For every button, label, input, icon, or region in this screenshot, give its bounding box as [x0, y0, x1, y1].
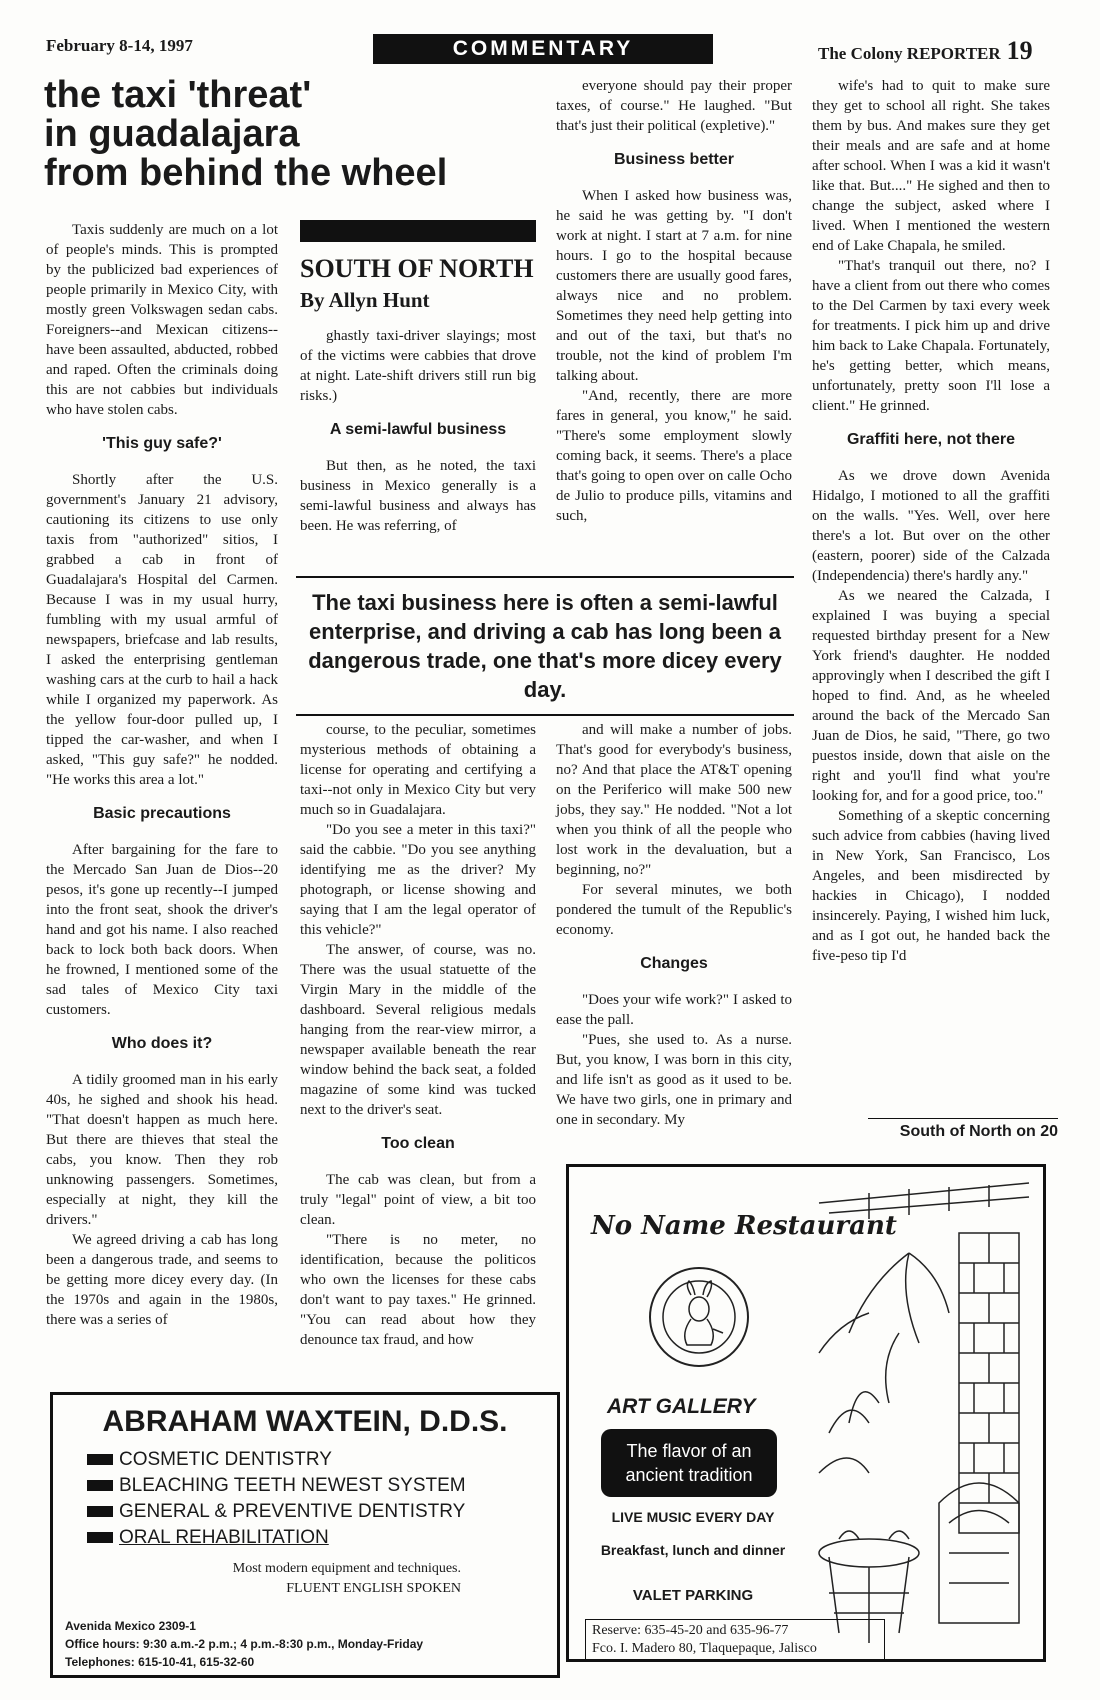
restaurant-ad	[566, 1164, 1046, 1662]
live-music-label: LIVE MUSIC EVERY DAY	[611, 1509, 775, 1525]
paragraph: "Pues, she used to. As a nurse. But, you know, I was born in this city, and life isn't as good as it used to be. We have two girls, one in primary and one in secondary. My	[556, 1032, 792, 1128]
courtyard-illustration	[809, 1173, 1041, 1653]
subhead: Graffiti here, not there	[846, 431, 1016, 448]
paragraph: "There is no meter, no identification, because the politicos who own the licenses for these cabs don't want to pay taxes." He grinned. "You can read about how they denounce tax fraud, and how	[300, 1232, 536, 1348]
service-item: ORAL REHABILITATION	[87, 1525, 466, 1551]
dentist-name: ABRAHAM WAXTEIN, D.D.S.	[102, 1405, 508, 1438]
subhead: Basic precautions	[93, 805, 231, 822]
article-column-2-top	[300, 326, 536, 536]
paragraph: wife's had to quit to make sure they get to school all right. She takes them by bus. And makes sure they get their meals and are safe and at home after school. When I was a kid it wasn't like that. But...." He sighed and then to change the subject, asked where I lived. When I mentioned the western end of Lake Chapala, he smiled.	[812, 78, 1050, 254]
bullet-bar-icon	[87, 1506, 113, 1517]
service-item: GENERAL & PREVENTIVE DENTISTRY	[87, 1499, 466, 1525]
paragraph: "Does your wife work?" I asked to ease the pall.	[556, 992, 792, 1028]
dentist-address: Avenida Mexico 2309-1	[65, 1619, 196, 1633]
subhead: Who does it?	[111, 1035, 213, 1052]
paragraph: course, to the peculiar, sometimes mysterious methods of obtaining a license for operating and certifying a taxi--not only in Mexico City but very much so in Guadalajara.	[300, 722, 536, 818]
paragraph: But then, as he noted, the taxi business in Mexico generally is a semi-lawful business and always has been. He was referring, of	[300, 458, 536, 534]
article-column-1	[46, 220, 278, 1330]
byline: By Allyn Hunt	[300, 288, 430, 312]
issue-date: February 8-14, 1997	[46, 36, 193, 55]
equipment-note: Most modern equipment and techniques.	[232, 1561, 461, 1576]
paragraph: "Do you see a meter in this taxi?" said the cabbie. "Do you see anything identifying me as the driver? My photograph, or license showing and saying that I am the legal operator of this vehicle?"	[300, 822, 536, 938]
bullet-bar-icon	[87, 1532, 113, 1543]
paragraph: "That's tranquil out there, no? I have a client from out there who comes to the Del Carmen by taxi every week for treatments. I pick him up and drive him back to Lake Chapala. Fortunately, he's getting better, which means, unfortunately, pretty soon I'll lose a client." He grinned.	[812, 258, 1050, 414]
column-logo-bar	[300, 220, 536, 242]
paragraph: After bargaining for the fare to the Mercado San Juan de Dios--20 pesos, it's gone up recently--I jumped into the front seat, shook the driver's hand and got his name. I also reached back to lock both back doors. When he frowned, I mentioned some of the sad tales of Mexico City taxi customers.	[46, 842, 278, 1018]
paragraph: Something of a skeptic concerning such advice from cabbies (having lived in New York, San Francisco, Los Angeles, and been misdirected by hackies in Chicago), I nodded insincerely. Paying, I wished him luck, and as I got out, he handed back the five-peso tip I'd	[812, 808, 1050, 964]
reservation-box	[585, 1619, 885, 1661]
subhead: Too clean	[381, 1135, 455, 1152]
dentist-ad	[50, 1392, 560, 1678]
article-column-3-bottom	[556, 720, 792, 1130]
restaurant-logo-seal	[649, 1267, 749, 1367]
bullet-bar-icon	[87, 1480, 113, 1491]
paragraph: and will make a number of jobs. That's good for everybody's business, no? And that place the AT&T opening on the Periferico will make 500 new jobs, they say." He nodded. "Not a lot when you think of all the people who lost work in the devaluation, but a beginning, no?"	[556, 722, 792, 878]
column-title: SOUTH OF NORTH	[300, 254, 534, 283]
paragraph: Taxis suddenly are much on a lot of people's minds. This is prompted by the publicized bad experiences of people primarily in Mexico City, with mostly green Volkswagen sedan cabs. Foreigners--and Mexican citizens--have been assaulted, abducted, robbed and raped. Often the criminals doing this are not cabbies but individuals who have stolen cabs.	[46, 222, 278, 418]
paragraph: When I asked how business was, he said he was getting by. "I don't work at night. I start at 7 a.m. for nine hours. I go to the hospital because customers there are usually good fares, always nice and no problem. Sometimes they need help getting into and out of the taxi, but that's no trouble, not the kind of problem I'm talking about.	[556, 188, 792, 384]
pull-quote: The taxi business here is often a semi-lawful enterprise, and driving a cab has long been a dangerous trade, one that's more dicey every day.	[296, 576, 794, 716]
paper-name	[818, 36, 1033, 66]
service-item: COSMETIC DENTISTRY	[87, 1447, 466, 1473]
continued-jump-line: South of North on 20	[868, 1118, 1058, 1141]
subhead: 'This guy safe?'	[102, 435, 222, 452]
paragraph: The cab was clean, but from a truly "legal" point of view, a bit too clean.	[300, 1172, 536, 1228]
restaurant-name: No Name Restaurant	[591, 1211, 897, 1241]
english-note: FLUENT ENGLISH SPOKEN	[286, 1581, 461, 1596]
dentist-notes	[233, 1559, 461, 1599]
restaurant-address: Fco. I. Madero 80, Tlaquepaque, Jalisco	[592, 1641, 817, 1656]
flavor-badge: The flavor of an ancient tradition	[601, 1429, 777, 1497]
art-gallery-label: ART GALLERY	[607, 1395, 756, 1418]
paragraph: As we neared the Calzada, I explained I was buying a special requested birthday present for a New York friend's daughter. He nodded approvingly when I described the gift I hoped to find. And, as he wheeled around the back of the Mercado San Juan de Dios, he said, "There, go two puestos inside, down that aisle on the right and you'll find what you're looking for, and for a good price, too."	[812, 588, 1050, 804]
paragraph: We agreed driving a cab has long been a dangerous trade, and seems to be getting more dicey every day. (In the 1970s and again in the 1980s, there was a series of	[46, 1232, 278, 1328]
paragraph: A tidily groomed man in his early 40s, he sighed and shook his head. "That doesn't happen as much here. But there are thieves that steal the cabs, you know. Then they rob unknowing passengers. Sometimes, especially at night, they kill the drivers."	[46, 1072, 278, 1228]
subhead: A semi-lawful business	[329, 421, 507, 438]
paragraph: Shortly after the U.S. government's January 21 advisory, cautioning its citizens to use only taxis from "authorized" sitios, I grabbed a cab in front of Guadalajara's Hospital del Carmen. Because I was in my usual hurry, fumbling with my usual armful of newspapers, briefcase and lab results, I asked the enterprising gentleman washing cars at the curb to hail a hack while I organized my paperwork. As the yellow four-door pulled up, I tipped the car-washer, and when I asked, "This guy safe?" he nodded. "He works this area a lot."	[46, 472, 278, 788]
services-list	[87, 1447, 466, 1551]
paragraph: ghastly taxi-driver slayings; most of the victims were cabbies that drove at night. Late-shift drivers still run big risks.)	[300, 328, 536, 404]
valet-label: VALET PARKING	[632, 1587, 754, 1604]
paragraph: "And, recently, there are more fares in general, you know," he said. "There's some employment slowly coming back, it seems. There's a place that's going to open over on calle Ocho de Julio to produce pills, vitamins and such,	[556, 388, 792, 524]
subhead: Business better	[613, 151, 735, 168]
section-banner: COMMENTARY	[373, 34, 713, 64]
paragraph: The answer, of course, was no. There was the usual statuette of the Virgin Mary in the middle of the dashboard. Several religious medals hanging from the rear-view mirror, a newspaper available beneath the rear window behind the back seat, a folded magazine of some kind was tucked next to the driver's seat.	[300, 942, 536, 1118]
service-item: BLEACHING TEETH NEWEST SYSTEM	[87, 1473, 466, 1499]
rabbit-logo-icon	[651, 1269, 747, 1365]
headline-line-2: in guadalajara	[44, 113, 300, 155]
office-hours: Office hours: 9:30 a.m.-2 p.m.; 4 p.m.-8:30 p.m., Monday-Friday	[65, 1637, 424, 1651]
headline-line-1: the taxi 'threat'	[44, 74, 312, 116]
article-column-4	[812, 76, 1050, 966]
bullet-bar-icon	[87, 1454, 113, 1465]
paragraph: For several minutes, we both pondered the tumult of the Republic's economy.	[556, 882, 792, 938]
article-headline	[44, 76, 514, 193]
headline-line-3: from behind the wheel	[44, 152, 448, 194]
article-column-3-top	[556, 76, 792, 526]
page-number: 19	[1006, 36, 1033, 65]
telephones: Telephones: 615-10-41, 615-32-60	[65, 1655, 255, 1669]
paragraph: As we drove down Avenida Hidalgo, I motioned to all the graffiti on the walls. "Yes. Well, over here there's a lot. But over on the other (eastern, poorer) side of the Calzada (Independencia) there's hardly any."	[812, 468, 1050, 584]
paragraph: everyone should pay their proper taxes, of course." He laughed. "But that's just their political (expletive)."	[556, 78, 792, 134]
reservation-phones: Reserve: 635-45-20 and 635-96-77	[592, 1623, 789, 1638]
meals-label: Breakfast, lunch and dinner	[600, 1542, 786, 1558]
dentist-contact	[65, 1617, 423, 1671]
subhead: Changes	[640, 955, 708, 972]
article-column-2-bottom	[300, 720, 536, 1350]
paper-title: The Colony REPORTER	[818, 44, 1001, 63]
